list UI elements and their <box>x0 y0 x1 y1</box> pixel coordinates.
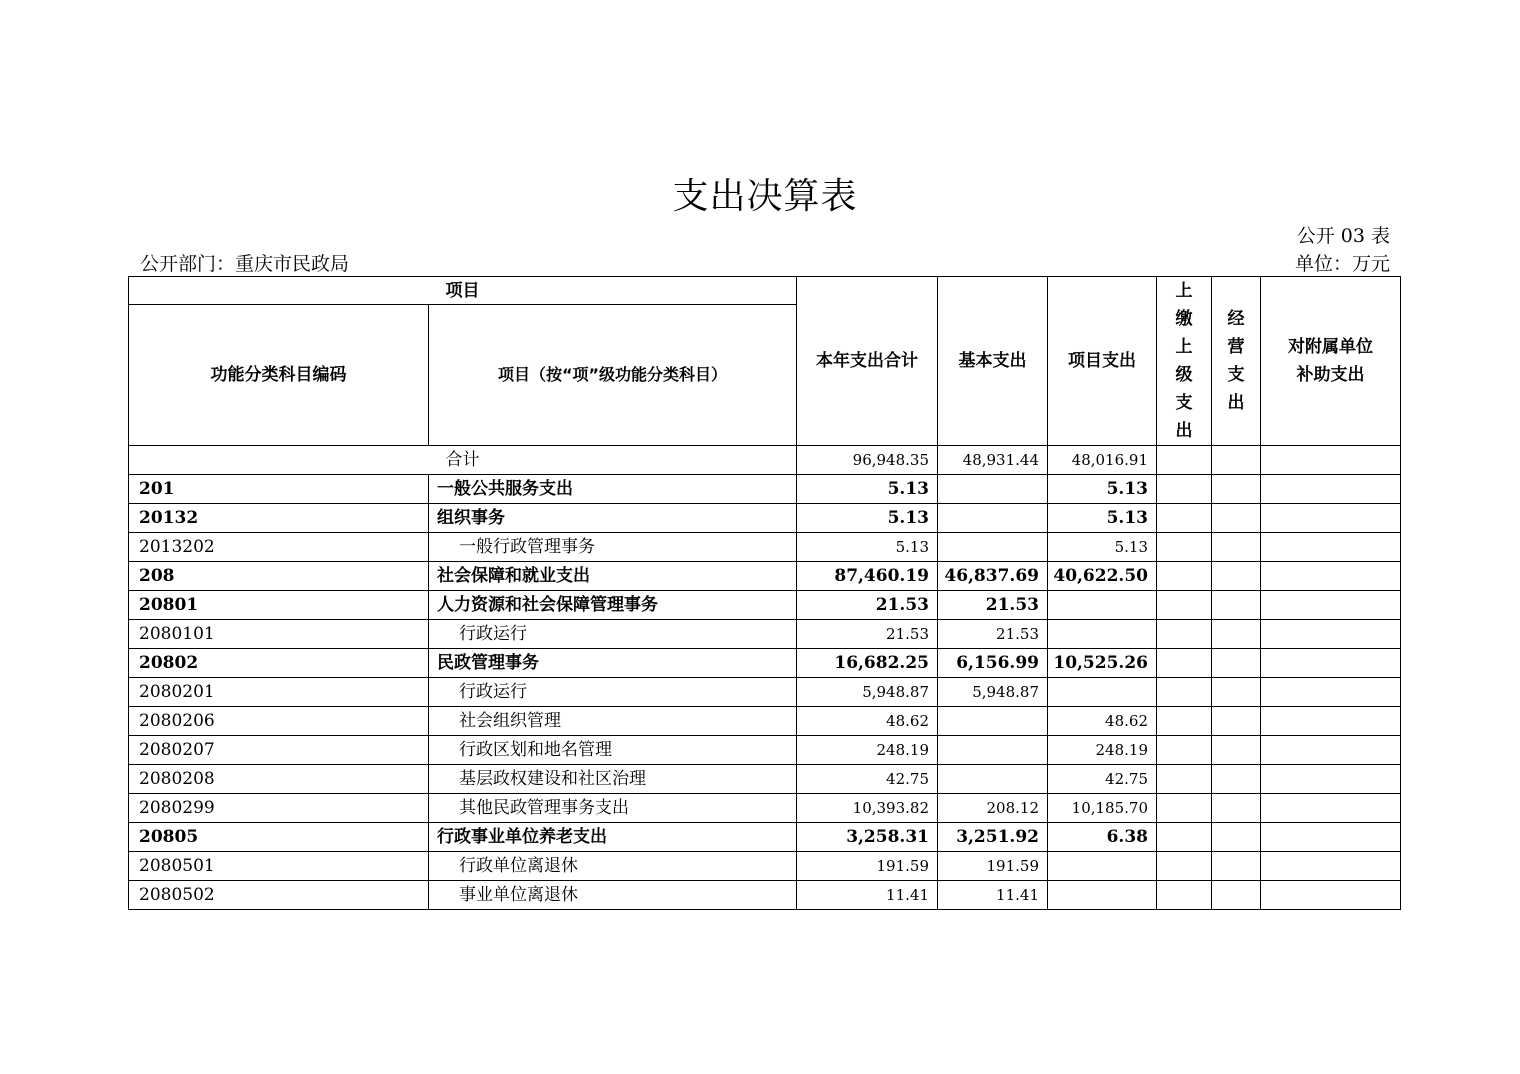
table-row <box>129 707 1401 736</box>
row-total: 10,393.82 <box>797 794 938 823</box>
row-total: 5.13 <box>797 475 938 504</box>
row-code: 208 <box>129 562 429 591</box>
header-subsidy <box>1261 277 1401 446</box>
empty-cell <box>1212 649 1261 678</box>
empty-cell <box>1212 533 1261 562</box>
row-name: 一般公共服务支出 <box>429 475 797 504</box>
header-upper-remit <box>1157 277 1212 446</box>
empty-cell <box>1212 591 1261 620</box>
row-code: 2080208 <box>129 765 429 794</box>
row-project: 48.62 <box>1048 707 1157 736</box>
total-cell-total: 96,948.35 <box>797 446 938 475</box>
row-basic <box>938 475 1048 504</box>
row-project: 42.75 <box>1048 765 1157 794</box>
row-total: 21.53 <box>797 591 938 620</box>
empty-cell <box>1212 765 1261 794</box>
row-basic: 46,837.69 <box>938 562 1048 591</box>
empty-cell <box>1212 823 1261 852</box>
empty-cell <box>1157 533 1212 562</box>
row-code: 2013202 <box>129 533 429 562</box>
department-label: 公开部门：重庆市民政局 <box>140 253 350 275</box>
empty-cell <box>1157 881 1212 910</box>
empty-cell <box>1261 504 1401 533</box>
row-code: 20132 <box>129 504 429 533</box>
empty-cell <box>1261 823 1401 852</box>
empty-cell <box>1261 765 1401 794</box>
empty-cell <box>1212 620 1261 649</box>
row-basic <box>938 707 1048 736</box>
header-upper-remit-char: 支 <box>1175 393 1193 413</box>
row-basic: 3,251.92 <box>938 823 1048 852</box>
row-basic: 191.59 <box>938 852 1048 881</box>
empty-cell <box>1261 562 1401 591</box>
row-code: 2080501 <box>129 852 429 881</box>
empty-cell <box>1261 591 1401 620</box>
row-project: 6.38 <box>1048 823 1157 852</box>
row-name: 组织事务 <box>429 504 797 533</box>
row-code: 20805 <box>129 823 429 852</box>
table-row <box>129 881 1401 910</box>
header-operating <box>1212 277 1261 446</box>
row-name: 事业单位离退休 <box>429 881 797 910</box>
header-basic: 基本支出 <box>938 277 1048 446</box>
row-total: 16,682.25 <box>797 649 938 678</box>
row-total: 5.13 <box>797 504 938 533</box>
header-operating-char: 营 <box>1227 337 1245 357</box>
empty-cell <box>1157 707 1212 736</box>
row-project <box>1048 591 1157 620</box>
row-code: 2080201 <box>129 678 429 707</box>
header-operating-char: 支 <box>1227 365 1245 385</box>
row-basic: 208.12 <box>938 794 1048 823</box>
empty-cell <box>1157 678 1212 707</box>
row-code: 20802 <box>129 649 429 678</box>
header-project: 项目 <box>129 277 797 305</box>
empty-cell <box>1212 736 1261 765</box>
empty-cell <box>1261 707 1401 736</box>
row-name: 行政单位离退休 <box>429 852 797 881</box>
empty-cell <box>1261 446 1401 475</box>
header-subsidy-line: 补助支出 <box>1296 365 1365 385</box>
header-total: 本年支出合计 <box>797 277 938 446</box>
row-total: 5.13 <box>797 533 938 562</box>
empty-cell <box>1157 794 1212 823</box>
row-code: 2080299 <box>129 794 429 823</box>
header-subsidy-line: 对附属单位 <box>1288 337 1373 357</box>
empty-cell <box>1261 881 1401 910</box>
row-name: 其他民政管理事务支出 <box>429 794 797 823</box>
empty-cell <box>1157 620 1212 649</box>
empty-cell <box>1261 620 1401 649</box>
row-code: 20801 <box>129 591 429 620</box>
empty-cell <box>1157 649 1212 678</box>
row-code: 2080206 <box>129 707 429 736</box>
row-project <box>1048 881 1157 910</box>
total-row <box>129 446 1401 475</box>
total-cell-project: 48,016.91 <box>1048 446 1157 475</box>
header-upper-remit-char: 出 <box>1175 421 1193 441</box>
row-total: 11.41 <box>797 881 938 910</box>
row-total: 5,948.87 <box>797 678 938 707</box>
row-code: 201 <box>129 475 429 504</box>
empty-cell <box>1157 475 1212 504</box>
row-basic <box>938 765 1048 794</box>
row-basic: 11.41 <box>938 881 1048 910</box>
empty-cell <box>1261 649 1401 678</box>
table-row <box>129 620 1401 649</box>
row-name: 社会保障和就业支出 <box>429 562 797 591</box>
row-project: 5.13 <box>1048 504 1157 533</box>
row-name: 行政运行 <box>429 620 797 649</box>
header-upper-remit-char: 上 <box>1175 337 1193 357</box>
header-operating-char: 出 <box>1227 393 1245 413</box>
empty-cell <box>1157 504 1212 533</box>
header-code: 功能分类科目编码 <box>129 305 429 446</box>
row-project: 248.19 <box>1048 736 1157 765</box>
table-row <box>129 649 1401 678</box>
row-name: 民政管理事务 <box>429 649 797 678</box>
table-body <box>129 446 1401 910</box>
row-project: 10,525.26 <box>1048 649 1157 678</box>
empty-cell <box>1212 707 1261 736</box>
table-row <box>129 823 1401 852</box>
row-name: 一般行政管理事务 <box>429 533 797 562</box>
row-basic: 21.53 <box>938 620 1048 649</box>
total-label: 合计 <box>129 446 797 475</box>
row-name: 人力资源和社会保障管理事务 <box>429 591 797 620</box>
row-total: 191.59 <box>797 852 938 881</box>
header-operating-char: 经 <box>1227 309 1245 329</box>
table-row <box>129 562 1401 591</box>
empty-cell <box>1157 446 1212 475</box>
empty-cell <box>1261 533 1401 562</box>
row-basic <box>938 736 1048 765</box>
row-code: 2080207 <box>129 736 429 765</box>
empty-cell <box>1261 736 1401 765</box>
row-project: 40,622.50 <box>1048 562 1157 591</box>
header-upper-remit-char: 缴 <box>1175 309 1193 329</box>
empty-cell <box>1212 475 1261 504</box>
table-number: 公开 03 表 <box>1296 225 1390 247</box>
table-row <box>129 765 1401 794</box>
table-row <box>129 794 1401 823</box>
header-upper-remit-char: 上 <box>1175 281 1193 301</box>
empty-cell <box>1157 562 1212 591</box>
table-row <box>129 678 1401 707</box>
row-total: 42.75 <box>797 765 938 794</box>
empty-cell <box>1212 562 1261 591</box>
table-row <box>129 504 1401 533</box>
row-total: 3,258.31 <box>797 823 938 852</box>
empty-cell <box>1212 881 1261 910</box>
row-project: 5.13 <box>1048 533 1157 562</box>
row-project: 5.13 <box>1048 475 1157 504</box>
row-total: 87,460.19 <box>797 562 938 591</box>
table-row <box>129 736 1401 765</box>
row-total: 21.53 <box>797 620 938 649</box>
empty-cell <box>1212 678 1261 707</box>
empty-cell <box>1157 823 1212 852</box>
table-row <box>129 852 1401 881</box>
row-name: 行政运行 <box>429 678 797 707</box>
empty-cell <box>1261 678 1401 707</box>
empty-cell <box>1157 591 1212 620</box>
row-project <box>1048 678 1157 707</box>
row-name: 社会组织管理 <box>429 707 797 736</box>
total-cell-basic: 48,931.44 <box>938 446 1048 475</box>
empty-cell <box>1212 852 1261 881</box>
row-basic: 5,948.87 <box>938 678 1048 707</box>
row-basic: 21.53 <box>938 591 1048 620</box>
empty-cell <box>1212 446 1261 475</box>
row-project <box>1048 852 1157 881</box>
row-name: 行政区划和地名管理 <box>429 736 797 765</box>
header-upper-remit-char: 级 <box>1175 365 1193 385</box>
table-row <box>129 591 1401 620</box>
page-title: 支出决算表 <box>672 176 858 217</box>
expenditure-table <box>128 276 1401 910</box>
empty-cell <box>1157 765 1212 794</box>
unit-label: 单位：万元 <box>1294 253 1390 275</box>
empty-cell <box>1157 736 1212 765</box>
table-row <box>129 533 1401 562</box>
row-basic: 6,156.99 <box>938 649 1048 678</box>
row-total: 248.19 <box>797 736 938 765</box>
row-basic <box>938 533 1048 562</box>
empty-cell <box>1157 852 1212 881</box>
row-total: 48.62 <box>797 707 938 736</box>
row-code: 2080502 <box>129 881 429 910</box>
empty-cell <box>1261 794 1401 823</box>
empty-cell <box>1212 504 1261 533</box>
empty-cell <box>1261 475 1401 504</box>
row-name: 基层政权建设和社区治理 <box>429 765 797 794</box>
empty-cell <box>1261 852 1401 881</box>
row-project <box>1048 620 1157 649</box>
table-row <box>129 475 1401 504</box>
empty-cell <box>1212 794 1261 823</box>
header-project-expenditure: 项目支出 <box>1048 277 1157 446</box>
header-item: 项目（按“项”级功能分类科目） <box>429 305 797 446</box>
row-name: 行政事业单位养老支出 <box>429 823 797 852</box>
row-project: 10,185.70 <box>1048 794 1157 823</box>
row-code: 2080101 <box>129 620 429 649</box>
row-basic <box>938 504 1048 533</box>
